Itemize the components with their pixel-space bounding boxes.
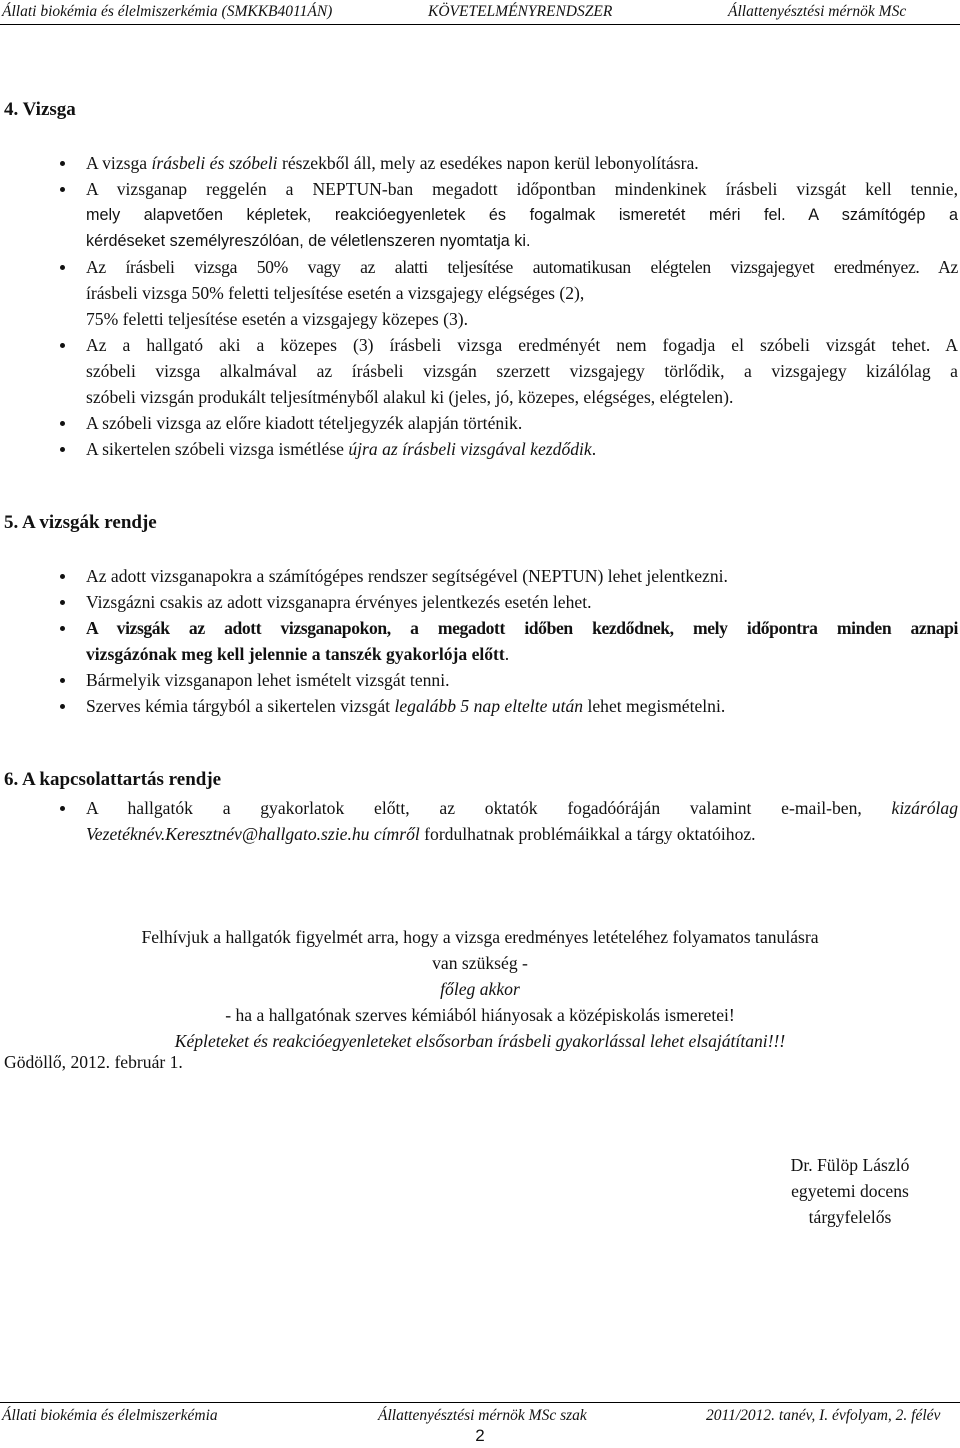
list-item: Az a hallgató aki a közepes (3) írásbeli vizsga eredményét nem fogadja el szóbeli vizsgát tehet. A szóbeli vizsga alkalmával az írásbeli vizsgán szerzett vizsgajegy törlődik, a vizsgajegy kizálólag a szóbeli vizsgán produkált teljesítményből alakul ki (jeles, jó, közepes, elégséges, elégtelen). <box>86 332 958 410</box>
list-item: Szerves kémia tárgyból a sikertelen vizsgát legalább 5 nap eltelte után lehet megismételni. <box>86 693 958 719</box>
signature-block <box>770 1152 930 1230</box>
footer-course: Állati biokémia és élelmiszerkémia <box>2 1407 218 1424</box>
list-item: Bármelyik vizsganapon lehet ismételt vizsgát tenni. <box>86 667 958 693</box>
footer-term: 2011/2012. tanév, I. évfolyam, 2. félév <box>706 1407 941 1424</box>
signature-role: tárgyfelelős <box>808 1207 892 1227</box>
header-doc-title: KÖVETELMÉNYRENDSZER <box>428 3 613 20</box>
list-item: A vizsgák az adott vizsganapokon, a megadott időben kezdődnek, mely időpontra minden aznapi vizsgázónak meg kell jelennie a tanszék gyakorlója előtt. <box>86 615 958 667</box>
list-item: A szóbeli vizsga az előre kiadott tételjegyzék alapján történik. <box>86 410 958 436</box>
footer-program: Állattenyésztési mérnök MSc szak <box>378 1407 587 1424</box>
place-date: Gödöllő, 2012. február 1. <box>4 1052 183 1072</box>
page-number: 2 <box>475 1426 485 1445</box>
page-header <box>0 2 960 25</box>
list-item: Az írásbeli vizsga 50% vagy az alatti teljesítése automatikusan elégtelen vizsgajegyet eredményez. Az írásbeli vizsga 50% feletti teljesítése esetén a vizsgajegy elégséges (2), 75% feletti teljesítése esetén a vizsgajegy közepes (3). <box>86 254 958 332</box>
list-item: A vizsga írásbeli és szóbeli részekből áll, mely az esedékes napon kerül lebonyolításra. <box>86 150 958 176</box>
list-item: Az adott vizsganapokra a számítógépes rendszer segítségével (NEPTUN) lehet jelentkezni. <box>86 563 958 589</box>
header-program: Állattenyésztési mérnök MSc <box>728 3 907 20</box>
section-4-title: 4. Vizsga <box>4 99 76 120</box>
page-footer <box>0 1402 960 1429</box>
section-6-title: 6. A kapcsolattartás rendje <box>4 769 222 790</box>
list-item: A sikertelen szóbeli vizsga ismétlése újra az írásbeli vizsgával kezdődik. <box>86 436 958 462</box>
signature-name: Dr. Fülöp László <box>790 1155 910 1175</box>
section-5-title: 5. A vizsgák rendje <box>4 512 157 533</box>
list-item: Vizsgázni csakis az adott vizsganapra érvényes jelentkezés esetén lehet. <box>86 589 958 615</box>
header-course: Állati biokémia és élelmiszerkémia (SMKKB4011ÁN) <box>2 3 333 20</box>
email-address: Vezetéknév.Keresztnév@hallgato.szie.hu címről <box>86 824 420 844</box>
notice-paragraph: Felhívjuk a hallgatók figyelmét arra, hogy a vizsga eredményes letételéhez folyamatos tanulásra van szükség - főleg akkor - ha a hallgatónak szerves kémiából hiányosak a középiskolás ismeretei! Képleteket és reakcióegyenleteket elsősorban írásbeli gyakorlással lehet elsajátítani!!! <box>141 927 819 1051</box>
list-item: A hallgatók a gyakorlatok előtt, az oktatók fogadóóráján valamint e-mail-ben, kizárólag Vezetéknév.Keresztnév@hallgato.szie.hu címről fordulhatnak problémáikkal a tárgy oktatóihoz. <box>86 795 958 847</box>
list-item: A vizsganap reggelén a NEPTUN-ban megadott időpontban mindenkinek írásbeli vizsgát kell tennie, mely alapvetően képletek, reakcióegyenletek és fogalmak ismeretét méri fel. A számítógép a kérdéseket személyreszólóan, de véletlenszeren nyomtatja ki. <box>86 176 958 254</box>
signature-title: egyetemi docens <box>791 1181 909 1201</box>
